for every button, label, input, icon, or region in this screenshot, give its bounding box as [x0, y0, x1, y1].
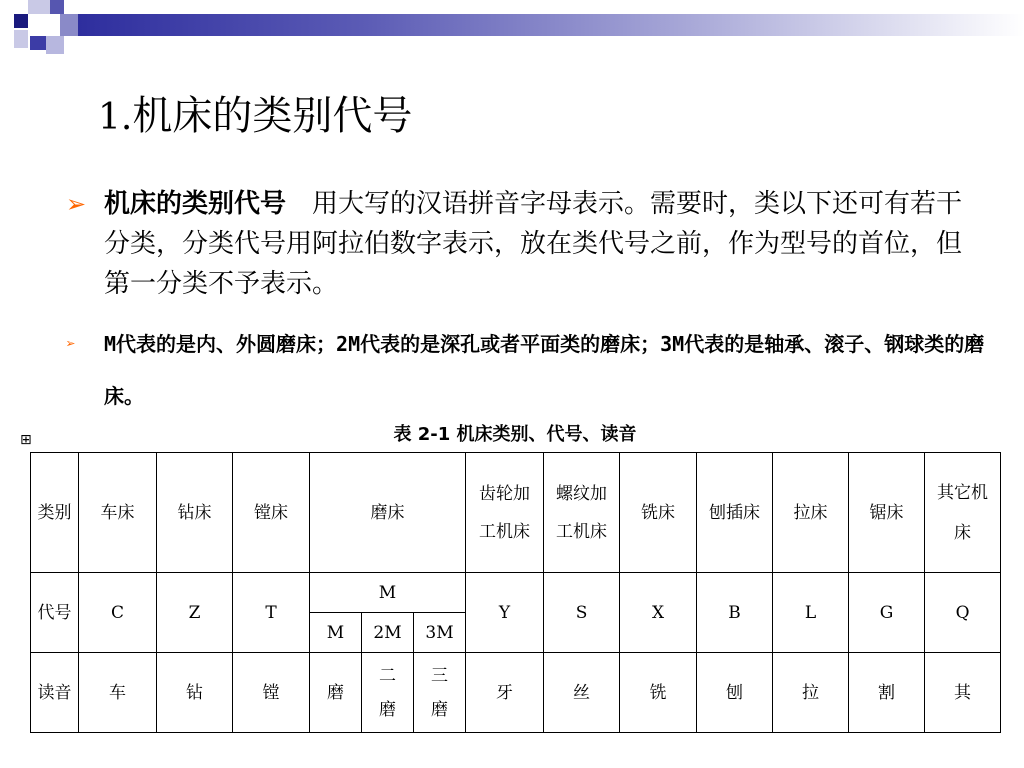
- category-cell: 锯床: [849, 453, 925, 573]
- title-text: 机床的类别代号: [132, 93, 413, 139]
- code-cell: X: [620, 573, 697, 653]
- code-cell: S: [544, 573, 620, 653]
- table-row: [31, 573, 1001, 613]
- category-cell: 齿轮加工机床: [466, 453, 544, 573]
- code-cell: M: [310, 573, 466, 613]
- reading-cell: 车: [79, 653, 157, 733]
- title-number: 1.: [98, 97, 133, 138]
- reading-cell: 磨: [310, 653, 362, 733]
- slide-title: [98, 84, 412, 141]
- reading-cell: 二磨: [362, 653, 414, 733]
- row-header-code: 代号: [31, 573, 79, 653]
- reading-cell: 镗: [233, 653, 310, 733]
- reading-cell: 钻: [157, 653, 233, 733]
- code-cell: Z: [157, 573, 233, 653]
- row-header-category: 类别: [31, 453, 79, 573]
- reading-cell: 牙: [466, 653, 544, 733]
- category-cell: 钻床: [157, 453, 233, 573]
- table-caption: 表 2-1 机床类别、代号、读音: [393, 424, 637, 445]
- row-header-reading: 读音: [31, 653, 79, 733]
- table-row: [31, 653, 1001, 733]
- category-cell: 铣床: [620, 453, 697, 573]
- reading-cell: 割: [849, 653, 925, 733]
- reading-cell: 三磨: [414, 653, 466, 733]
- category-cell: 拉床: [773, 453, 849, 573]
- reading-cell: 刨: [697, 653, 773, 733]
- machine-category-table: [30, 452, 1001, 733]
- grinder-subcode-cell: M: [310, 613, 362, 653]
- reading-cell: 拉: [773, 653, 849, 733]
- bullet-main-text: 用大写的汉语拼音字母表示。需要时，类以下还可有若干分类，分类代号用阿拉伯数字表示，放在类代号之前，作为型号的首位，但第一分类不予表示。: [104, 189, 963, 299]
- code-cell: L: [773, 573, 849, 653]
- reading-cell: 其: [925, 653, 1001, 733]
- code-cell: C: [79, 573, 157, 653]
- reading-cell: 丝: [544, 653, 620, 733]
- category-cell: 其它机床: [925, 453, 1001, 573]
- bullet-sub-text: M代表的是内、外圆磨床；2M代表的是深孔或者平面类的磨床；3M代表的是轴承、滚子、钢球类的磨床。: [104, 332, 985, 408]
- reading-cell: 铣: [620, 653, 697, 733]
- bullet-arrow-icon: ➢: [66, 334, 76, 353]
- code-cell: Y: [466, 573, 544, 653]
- bullet-main-bold: 机床的类别代号: [104, 189, 287, 219]
- category-cell: 车床: [79, 453, 157, 573]
- category-cell: 镗床: [233, 453, 310, 573]
- code-cell: G: [849, 573, 925, 653]
- grinder-subcode-cell: 2M: [362, 613, 414, 653]
- code-cell: T: [233, 573, 310, 653]
- table-anchor-icon: ⊞: [20, 432, 32, 448]
- category-cell: 磨床: [310, 453, 466, 573]
- category-cell: 螺纹加工机床: [544, 453, 620, 573]
- table-row: [31, 453, 1001, 573]
- grinder-subcode-cell: 3M: [414, 613, 466, 653]
- bullet-arrow-icon: ➢: [66, 190, 87, 218]
- code-cell: B: [697, 573, 773, 653]
- category-cell: 刨插床: [697, 453, 773, 573]
- code-cell: Q: [925, 573, 1001, 653]
- title-decoration: [0, 0, 1024, 60]
